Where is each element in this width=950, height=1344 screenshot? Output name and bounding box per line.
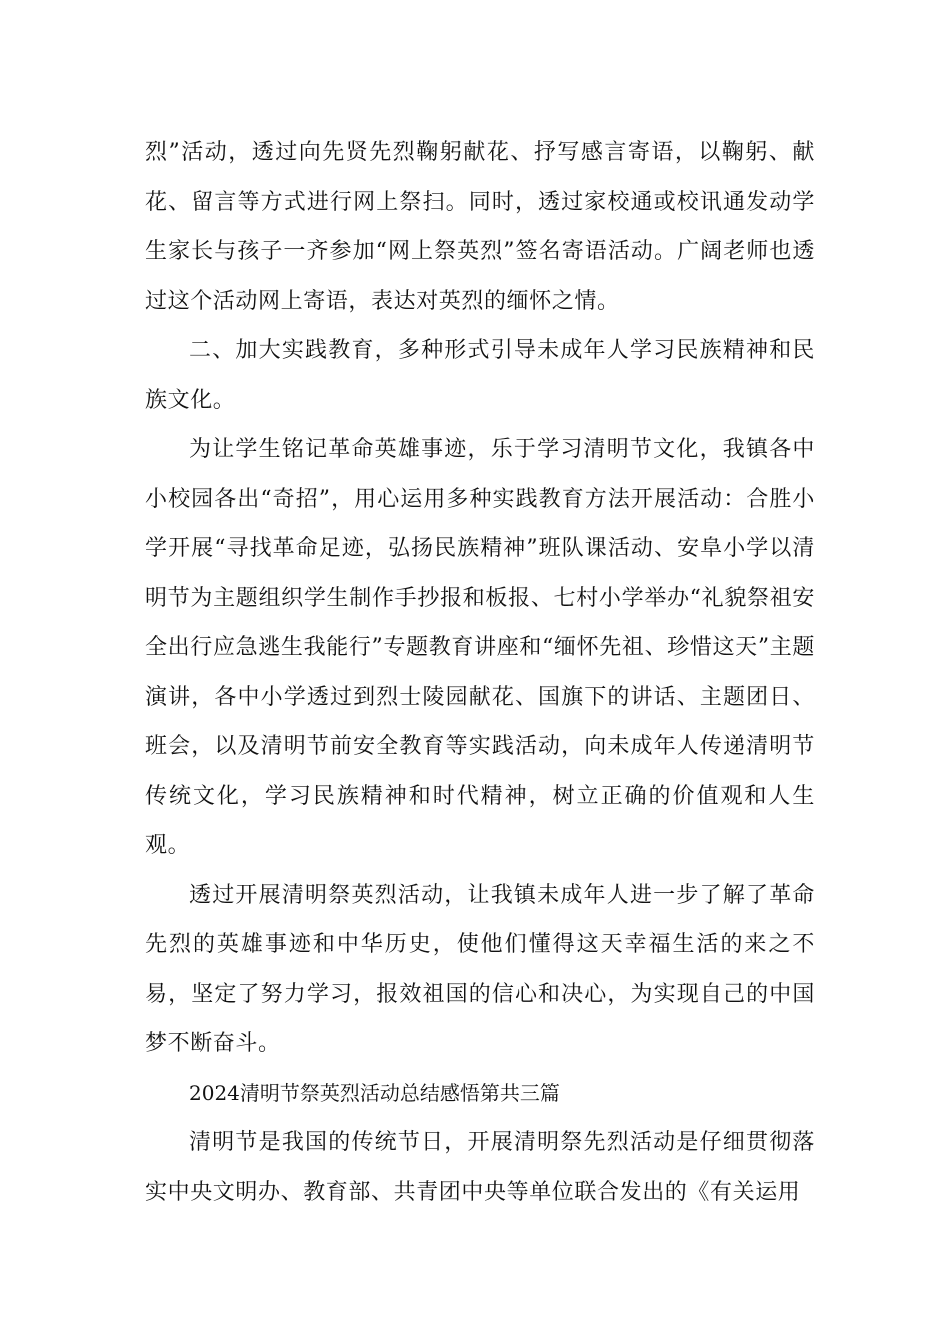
paragraph-continuation: 烈”活动，透过向先贤先烈鞠躬献花、抒写感言寄语，以鞠躬、献花、留言等方式进行网上祭扫。同时，透过家校通或校讯通发动学生家长与孩子一齐参加“网上祭英烈”签名寄语活动。广阔老师也透过这个活动网上寄语，表达对英烈的缅怀之情。 [145, 140, 815, 314]
article-title: 2024清明节祭英烈活动总结感悟第共三篇 [189, 1080, 560, 1105]
paragraph-summary: 透过开展清明祭英烈活动，让我镇未成年人进一步了解了革命先烈的英雄事迹和中华历史，使他们懂得这天幸福生活的来之不易，坚定了努力学习，报效祖国的信心和决心，为实现自己的中国梦不断奋斗。 [145, 882, 815, 1056]
paragraph-third-article-intro: 清明节是我国的传统节日，开展清明祭先烈活动是仔细贯彻落实中央文明办、教育部、共青团中央等单位联合发出的《有关运用 [145, 1130, 815, 1205]
document-body [145, 128, 815, 1217]
paragraph-practice-education: 为让学生铭记革命英雄事迹，乐于学习清明节文化，我镇各中小校园各出“奇招”，用心运用多种实践教育方法开展活动：合胜小学开展“寻找革命足迹，弘扬民族精神”班队课活动、安阜小学以清明节为主题组织学生制作手抄报和板报、七村小学举办“礼貌祭祖安全出行应急逃生我能行”专题教育讲座和“缅怀先祖、珍惜这天”主题演讲，各中小学透过到烈士陵园献花、国旗下的讲话、主题团日、班会，以及清明节前安全教育等实践活动，向未成年人传递清明节传统文化，学习民族精神和时代精神，树立正确的价值观和人生观。 [145, 437, 815, 858]
section-heading-two: 二、加大实践教育，多种形式引导未成年人学习民族精神和民族文化。 [145, 338, 815, 413]
